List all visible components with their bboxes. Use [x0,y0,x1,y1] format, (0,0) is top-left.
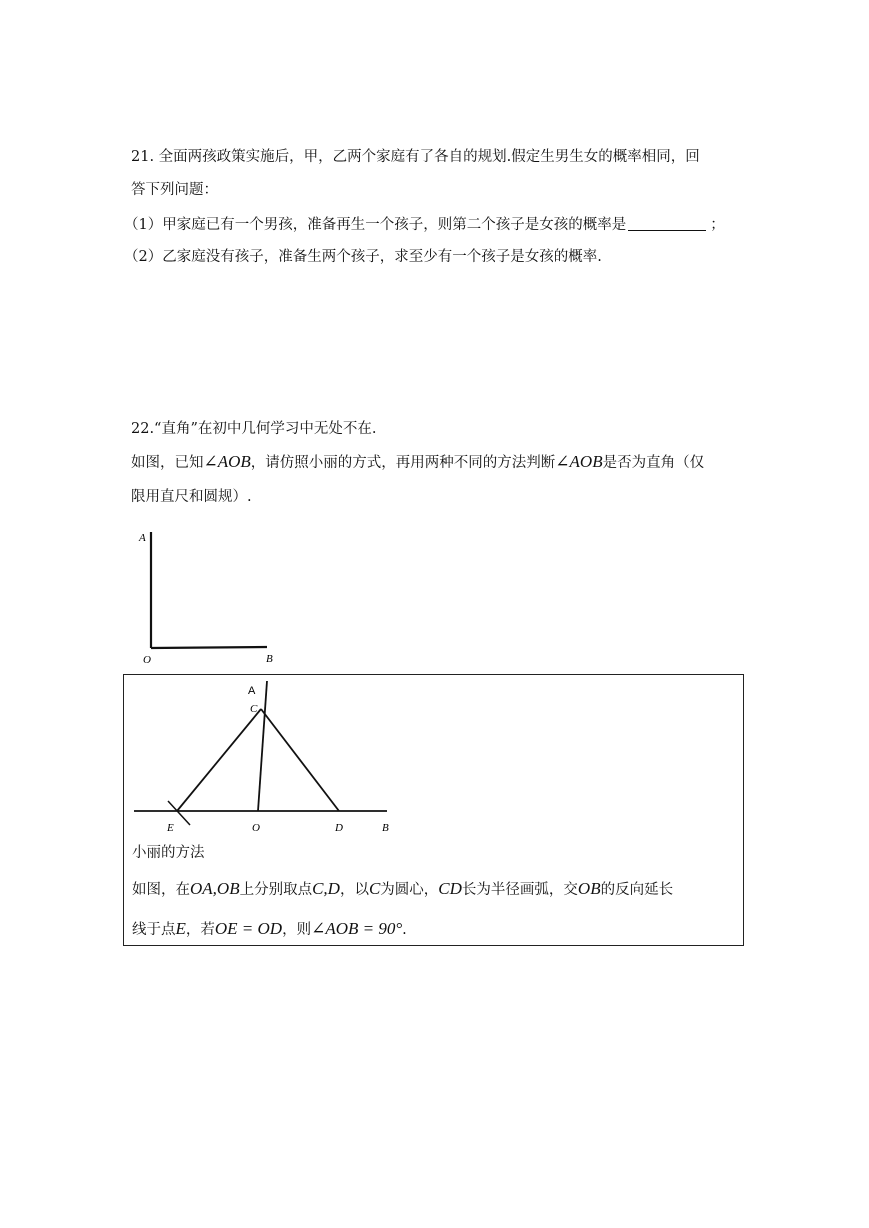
m1-f: 的反向延长 [600,882,674,898]
angle-aob-2: ∠AOB [555,452,603,471]
angle-aob: ∠AOB [203,452,251,471]
m1-cd: C,D [312,879,340,898]
method-box [123,674,744,946]
q21-part1 [124,215,725,235]
q22-text-c: 是否为直角（仅 [602,455,705,471]
q21-line2: 答下列问题： [131,182,218,198]
label-b: B [266,653,273,665]
q22-line1: 22.“直角”在初中几何学习中无处不在. [131,421,377,437]
figure-angle-aob [130,520,290,670]
m2-b: ，若 [185,922,215,938]
m1-e: 长为半径画弧，交 [461,882,578,898]
q22-text-b: ，请仿照小丽的方式，再用两种不同的方法判断 [250,455,556,471]
method-line2 [132,919,407,940]
q22-line3: 限用直尺和圆规）. [131,489,252,505]
m1-ob: OB [577,879,601,898]
m1-d: 为圆心， [380,882,439,898]
m2-e: E [175,919,186,938]
m1-a: 如图，在 [132,882,190,898]
q21-part1-end: ； [710,217,725,233]
figure-method [132,679,412,839]
m2-c: ，则 [282,922,312,938]
q22-text-a: 如图，已知 [131,455,204,471]
m1-b: 上分别取点 [239,882,313,898]
m2-eq: OE = OD [214,919,283,938]
m2-d: . [402,922,407,938]
segment-cd [261,709,339,811]
q22-line2 [131,452,704,473]
method-line1 [132,879,673,900]
label-d: D [335,822,343,834]
label-a: A [139,532,146,544]
m1-c-pt: C [368,879,381,898]
label-a: A [248,685,256,697]
q21-part2: （2）乙家庭没有孩子，准备生两个孩子，求至少有一个孩子是女孩的概率. [124,249,602,265]
q21-part1-text: （1）甲家庭已有一个男孩，准备再生一个孩子，则第二个孩子是女孩的概率是 [124,217,627,233]
m2-a: 线于点 [132,922,176,938]
label-b: B [382,822,389,834]
q21-line1: 21. 全面两孩政策实施后，甲，乙两个家庭有了各自的规划.假定生男生女的概率相同，回 [131,149,700,165]
label-o: O [252,822,260,834]
m1-cd2: CD [438,879,462,898]
segment-ce [177,709,261,811]
label-e: E [167,822,174,834]
m1-c: ，以 [339,882,369,898]
m2-res: ∠AOB = 90° [311,919,403,938]
m1-oa-ob: OA,OB [190,879,240,898]
label-o: O [143,654,151,666]
ray-oa [258,681,267,811]
answer-blank [628,216,706,231]
method-title: 小丽的方法 [132,845,205,861]
label-c: C [250,703,258,715]
ray-ob [151,647,267,648]
